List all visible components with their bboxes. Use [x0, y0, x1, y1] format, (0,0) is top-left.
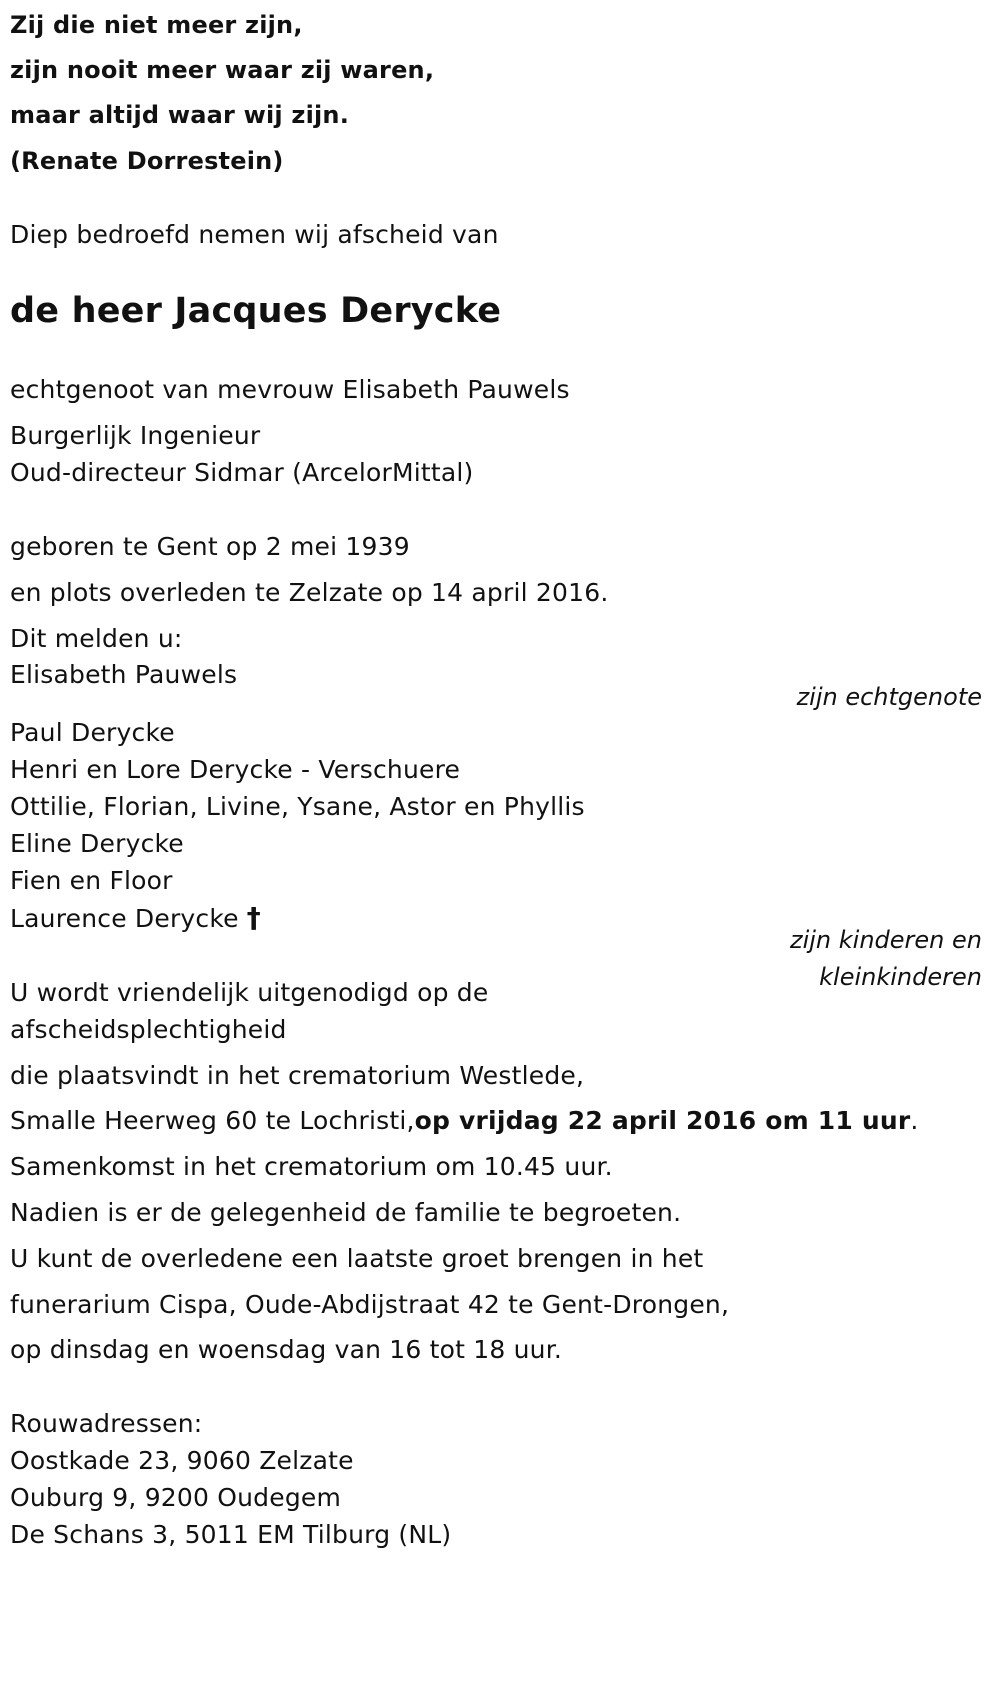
- deceased-name: de heer Jacques Derycke: [10, 291, 502, 331]
- died-line: en plots overleden te Zelzate op 14 april 2016.: [10, 578, 609, 607]
- family-member-name: Laurence Derycke: [10, 904, 239, 933]
- poem-author: (Renate Dorrestein): [10, 147, 284, 175]
- family-member-deceased: [10, 903, 261, 934]
- ceremony-line-4: [10, 1106, 919, 1136]
- ceremony-line-2: afscheidsplechtigheid: [10, 1015, 287, 1044]
- addresses-heading: Rouwadressen:: [10, 1409, 203, 1438]
- address-line: Ouburg 9, 9200 Oudegem: [10, 1483, 342, 1512]
- announce-heading: Dit melden u:: [10, 624, 183, 653]
- poem-line-1: Zij die niet meer zijn,: [10, 11, 303, 39]
- address-line: Oostkade 23, 9060 Zelzate: [10, 1446, 354, 1475]
- intro-text: Diep bedroefd nemen wij afscheid van: [10, 220, 499, 249]
- spouse-role: zijn echtgenote: [796, 683, 982, 711]
- ceremony-line-1: U wordt vriendelijk uitgenodigd op de: [10, 978, 489, 1007]
- family-role-line-2: kleinkinderen: [819, 963, 982, 991]
- family-role-line-1: zijn kinderen en: [790, 926, 982, 954]
- ceremony-period: .: [910, 1106, 919, 1135]
- ceremony-line-5: Samenkomst in het crematorium om 10.45 uur.: [10, 1152, 613, 1181]
- cross-icon: †: [246, 901, 261, 934]
- ceremony-address: Smalle Heerweg 60 te Lochristi,: [10, 1106, 415, 1135]
- ceremony-line-7: U kunt de overledene een laatste groet brengen in het: [10, 1244, 704, 1273]
- address-line: De Schans 3, 5011 EM Tilburg (NL): [10, 1520, 452, 1549]
- ceremony-line-6: Nadien is er de gelegenheid de familie te begroeten.: [10, 1198, 682, 1227]
- ceremony-line-9: op dinsdag en woensdag van 16 tot 18 uur.: [10, 1335, 563, 1364]
- family-member: Paul Derycke: [10, 718, 175, 747]
- announce-spouse: Elisabeth Pauwels: [10, 660, 238, 689]
- family-member: Fien en Floor: [10, 866, 173, 895]
- born-line: geboren te Gent op 2 mei 1939: [10, 532, 410, 561]
- poem-line-3: maar altijd waar wij zijn.: [10, 101, 350, 129]
- ceremony-datetime: op vrijdag 22 april 2016 om 11 uur: [414, 1106, 911, 1135]
- family-member: Henri en Lore Derycke - Verschuere: [10, 755, 461, 784]
- ceremony-line-3: die plaatsvindt in het crematorium Westlede,: [10, 1061, 585, 1090]
- title-line-2: Oud-directeur Sidmar (ArcelorMittal): [10, 458, 474, 487]
- ceremony-line-8: funerarium Cispa, Oude-Abdijstraat 42 te Gent-Drongen,: [10, 1290, 730, 1319]
- spouse-line: echtgenoot van mevrouw Elisabeth Pauwels: [10, 375, 570, 404]
- title-line-1: Burgerlijk Ingenieur: [10, 421, 261, 450]
- family-member: Eline Derycke: [10, 829, 184, 858]
- family-member: Ottilie, Florian, Livine, Ysane, Astor en Phyllis: [10, 792, 585, 821]
- poem-line-2: zijn nooit meer waar zij waren,: [10, 56, 435, 84]
